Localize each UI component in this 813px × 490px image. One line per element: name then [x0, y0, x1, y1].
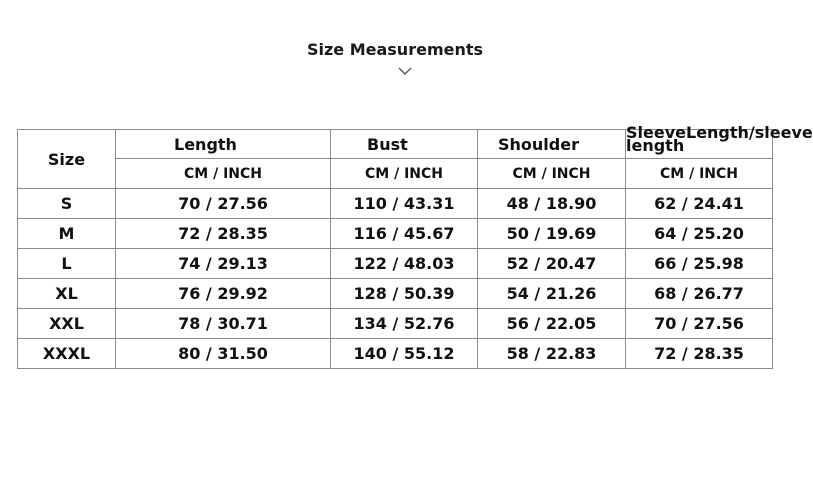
- bust-cell: 128 / 50.39: [331, 279, 478, 309]
- units-row: [18, 159, 773, 189]
- header-sleeve-label: SleeveLength/sleeve length: [626, 123, 813, 155]
- size-cell: M: [18, 219, 116, 249]
- table-row: [18, 219, 773, 249]
- size-cell: XXL: [18, 309, 116, 339]
- length-cell: 78 / 30.71: [116, 309, 331, 339]
- size-cell: XXXL: [18, 339, 116, 369]
- bust-cell: 134 / 52.76: [331, 309, 478, 339]
- header-shoulder: [478, 130, 626, 159]
- sleeve-cell: 62 / 24.41: [626, 189, 773, 219]
- table-header-row: [18, 130, 773, 159]
- sleeve-cell: 68 / 26.77: [626, 279, 773, 309]
- shoulder-cell: 58 / 22.83: [478, 339, 626, 369]
- size-chart-table: [17, 123, 813, 369]
- bust-cell: 110 / 43.31: [331, 189, 478, 219]
- bust-cell: 116 / 45.67: [331, 219, 478, 249]
- bust-cell: 122 / 48.03: [331, 249, 478, 279]
- shoulder-cell: 50 / 19.69: [478, 219, 626, 249]
- length-cell: 76 / 29.92: [116, 279, 331, 309]
- sleeve-cell: 64 / 25.20: [626, 219, 773, 249]
- header-sleeve: [626, 123, 813, 159]
- shoulder-cell: 54 / 21.26: [478, 279, 626, 309]
- unit-cell: CM / INCH: [331, 159, 478, 189]
- shoulder-cell: 48 / 18.90: [478, 189, 626, 219]
- header-shoulder-label: Shoulder: [498, 134, 579, 154]
- sleeve-cell: 66 / 25.98: [626, 249, 773, 279]
- header-length: [116, 130, 331, 159]
- length-cell: 80 / 31.50: [116, 339, 331, 369]
- unit-cell: CM / INCH: [116, 159, 331, 189]
- table-row: [18, 279, 773, 309]
- header-bust: [331, 130, 478, 159]
- unit-cell: CM / INCH: [626, 159, 773, 189]
- size-cell: S: [18, 189, 116, 219]
- header-length-label: Length: [174, 134, 237, 154]
- bust-cell: 140 / 55.12: [331, 339, 478, 369]
- size-cell: L: [18, 249, 116, 279]
- chevron-down-icon: [398, 66, 412, 76]
- table-row: [18, 339, 773, 369]
- size-cell: XL: [18, 279, 116, 309]
- length-cell: 74 / 29.13: [116, 249, 331, 279]
- header-bust-label: Bust: [367, 134, 408, 154]
- header-size: Size: [18, 130, 116, 189]
- shoulder-cell: 56 / 22.05: [478, 309, 626, 339]
- length-cell: 70 / 27.56: [116, 189, 331, 219]
- shoulder-cell: 52 / 20.47: [478, 249, 626, 279]
- sleeve-cell: 72 / 28.35: [626, 339, 773, 369]
- table-row: [18, 249, 773, 279]
- sleeve-cell: 70 / 27.56: [626, 309, 773, 339]
- table-row: [18, 189, 773, 219]
- length-cell: 72 / 28.35: [116, 219, 331, 249]
- page-title: Size Measurements: [306, 40, 484, 59]
- table-row: [18, 309, 773, 339]
- unit-cell: CM / INCH: [478, 159, 626, 189]
